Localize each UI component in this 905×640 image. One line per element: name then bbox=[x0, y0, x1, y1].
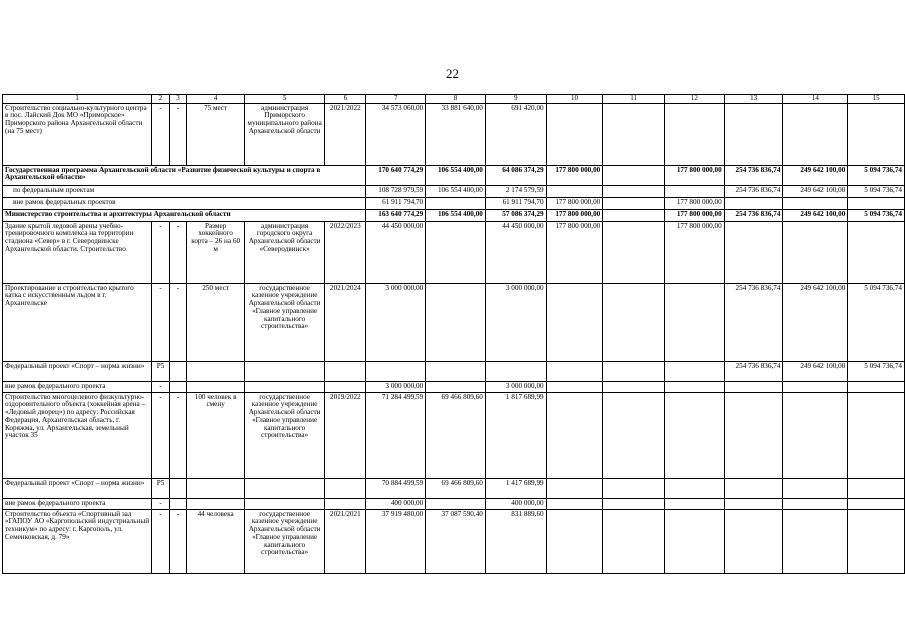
amount-cell: 1 817 689,99 bbox=[485, 392, 546, 478]
amount-cell bbox=[603, 361, 665, 381]
customer-cell: администрация Приморского муниципального района Архангельской области bbox=[244, 103, 324, 165]
amount-cell bbox=[665, 509, 725, 573]
amount-cell bbox=[603, 165, 665, 185]
amount-cell bbox=[546, 498, 603, 509]
amount-cell: 249 642 100,00 bbox=[783, 209, 848, 221]
amount-cell: 177 800 000,00 bbox=[546, 221, 603, 283]
amount-cell bbox=[546, 185, 603, 197]
amount-cell: 177 800 000,00 bbox=[665, 165, 725, 185]
amount-cell bbox=[603, 185, 665, 197]
amount-cell bbox=[783, 103, 848, 165]
amount-cell bbox=[724, 509, 783, 573]
amount-cell bbox=[665, 381, 725, 392]
customer-cell bbox=[244, 498, 324, 509]
column-number: 6 bbox=[325, 95, 366, 104]
column-number: 15 bbox=[848, 95, 905, 104]
amount-cell bbox=[426, 498, 486, 509]
amount-cell: 3 000 000,00 bbox=[366, 381, 426, 392]
table-cell: - bbox=[152, 103, 170, 165]
amount-cell: 249 642 100,00 bbox=[783, 361, 848, 381]
amount-cell bbox=[485, 361, 546, 381]
amount-cell bbox=[366, 361, 426, 381]
amount-cell bbox=[665, 103, 725, 165]
column-number: 3 bbox=[169, 95, 187, 104]
subtotal-row bbox=[3, 197, 905, 209]
amount-cell: 37 087 590,40 bbox=[426, 509, 486, 573]
object-name: Здание крытой ледовой арены учебно-тренировочного комплекса на территории стадиона «Север» в г. Северодвинске Архангельской области. Строительство bbox=[3, 221, 152, 283]
amount-cell bbox=[603, 392, 665, 478]
column-number: 9 bbox=[485, 95, 546, 104]
capacity-cell bbox=[187, 478, 245, 498]
table-cell: - bbox=[169, 283, 187, 361]
amount-cell: 831 889,60 bbox=[485, 509, 546, 573]
amount-cell: 5 094 736,74 bbox=[848, 283, 905, 361]
amount-cell bbox=[665, 185, 725, 197]
table-row bbox=[3, 221, 905, 283]
amount-cell bbox=[783, 392, 848, 478]
amount-cell bbox=[848, 478, 905, 498]
program-row bbox=[3, 165, 905, 185]
amount-cell bbox=[783, 197, 848, 209]
table-cell bbox=[169, 478, 187, 498]
amount-cell: 44 450 000,00 bbox=[485, 221, 546, 283]
page-number: 22 bbox=[446, 66, 459, 81]
table-cell: P5 bbox=[152, 478, 170, 498]
subtotal-label: по федеральным проектам bbox=[3, 185, 366, 197]
amount-cell bbox=[603, 103, 665, 165]
amount-cell: 254 736 836,74 bbox=[724, 361, 783, 381]
column-number: 10 bbox=[546, 95, 603, 104]
table-row bbox=[3, 381, 905, 392]
period-cell: 2022/2023 bbox=[325, 221, 366, 283]
period-cell bbox=[325, 478, 366, 498]
amount-cell bbox=[783, 381, 848, 392]
table-row bbox=[3, 478, 905, 498]
amount-cell: 61 911 794,70 bbox=[366, 197, 426, 209]
amount-cell: 3 000 000,00 bbox=[485, 283, 546, 361]
table-cell: - bbox=[169, 392, 187, 478]
amount-cell: 249 642 100,00 bbox=[783, 185, 848, 197]
table-cell bbox=[169, 361, 187, 381]
customer-cell: государственное казенное учреждение Архангельской области «Главное управление капитального строительства» bbox=[244, 283, 324, 361]
customer-cell bbox=[244, 478, 324, 498]
column-number-row bbox=[3, 95, 905, 104]
amount-cell: 64 086 374,29 bbox=[485, 165, 546, 185]
program-title: Государственная программа Архангельской области «Развитие физической культуры и спорта в Архангельской области» bbox=[3, 165, 366, 185]
capacity-cell bbox=[187, 498, 245, 509]
amount-cell bbox=[426, 361, 486, 381]
column-number: 13 bbox=[724, 95, 783, 104]
period-cell bbox=[325, 498, 366, 509]
amount-cell bbox=[426, 381, 486, 392]
amount-cell bbox=[546, 361, 603, 381]
amount-cell: 3 000 000,00 bbox=[366, 283, 426, 361]
object-name: вне рамок федерального проекта bbox=[3, 381, 152, 392]
amount-cell: 106 554 400,00 bbox=[426, 209, 486, 221]
period-cell bbox=[325, 361, 366, 381]
amount-cell bbox=[848, 509, 905, 573]
table-cell: P5 bbox=[152, 361, 170, 381]
amount-cell bbox=[724, 381, 783, 392]
amount-cell: 254 736 836,74 bbox=[724, 283, 783, 361]
table-row bbox=[3, 103, 905, 165]
capacity-cell: 75 мест bbox=[187, 103, 245, 165]
table-cell: - bbox=[169, 103, 187, 165]
amount-cell: 3 000 000,00 bbox=[485, 381, 546, 392]
object-name: Проектирование и строительство крытого катка с искусственным льдом в г. Архангельске bbox=[3, 283, 152, 361]
amount-cell: 71 284 499,59 bbox=[366, 392, 426, 478]
amount-cell bbox=[724, 197, 783, 209]
amount-cell bbox=[783, 498, 848, 509]
table-row bbox=[3, 498, 905, 509]
column-number: 2 bbox=[152, 95, 170, 104]
amount-cell bbox=[724, 498, 783, 509]
object-name: вне рамок федерального проекта bbox=[3, 498, 152, 509]
column-number: 12 bbox=[665, 95, 725, 104]
table-row bbox=[3, 283, 905, 361]
table-cell: - bbox=[152, 392, 170, 478]
amount-cell bbox=[665, 361, 725, 381]
column-number: 7 bbox=[366, 95, 426, 104]
amount-cell bbox=[603, 478, 665, 498]
budget-table bbox=[2, 94, 905, 574]
amount-cell bbox=[546, 478, 603, 498]
amount-cell bbox=[848, 221, 905, 283]
table-row bbox=[3, 392, 905, 478]
amount-cell: 70 884 499,59 bbox=[366, 478, 426, 498]
ministry-row bbox=[3, 209, 905, 221]
amount-cell bbox=[603, 381, 665, 392]
customer-cell bbox=[244, 381, 324, 392]
amount-cell bbox=[426, 197, 486, 209]
amount-cell: 170 640 774,29 bbox=[366, 165, 426, 185]
amount-cell: 34 573 060,00 bbox=[366, 103, 426, 165]
amount-cell bbox=[848, 392, 905, 478]
customer-cell bbox=[244, 361, 324, 381]
amount-cell bbox=[848, 197, 905, 209]
amount-cell bbox=[603, 283, 665, 361]
amount-cell: 5 094 736,74 bbox=[848, 185, 905, 197]
amount-cell: 5 094 736,74 bbox=[848, 361, 905, 381]
capacity-cell bbox=[187, 361, 245, 381]
amount-cell: 106 554 400,00 bbox=[426, 185, 486, 197]
amount-cell: 177 800 000,00 bbox=[546, 209, 603, 221]
amount-cell: 163 640 774,29 bbox=[366, 209, 426, 221]
subtotal-row bbox=[3, 185, 905, 197]
column-number: 1 bbox=[3, 95, 152, 104]
capacity-cell: 100 человек в смену bbox=[187, 392, 245, 478]
table-cell: - bbox=[152, 498, 170, 509]
amount-cell bbox=[665, 478, 725, 498]
amount-cell: 2 174 579,59 bbox=[485, 185, 546, 197]
amount-cell bbox=[546, 283, 603, 361]
ministry-title: Министерство строительства и архитектуры Архангельской области bbox=[3, 209, 366, 221]
amount-cell bbox=[426, 283, 486, 361]
amount-cell bbox=[603, 221, 665, 283]
amount-cell: 33 881 640,00 bbox=[426, 103, 486, 165]
amount-cell: 177 800 000,00 bbox=[546, 197, 603, 209]
amount-cell: 5 094 736,74 bbox=[848, 165, 905, 185]
amount-cell: 37 919 480,00 bbox=[366, 509, 426, 573]
column-number: 11 bbox=[603, 95, 665, 104]
table-cell: - bbox=[152, 221, 170, 283]
capacity-cell: 250 мест bbox=[187, 283, 245, 361]
amount-cell: 177 800 000,00 bbox=[665, 197, 725, 209]
table-row bbox=[3, 361, 905, 381]
amount-cell bbox=[783, 478, 848, 498]
amount-cell bbox=[546, 509, 603, 573]
amount-cell bbox=[603, 197, 665, 209]
amount-cell: 177 800 000,00 bbox=[546, 165, 603, 185]
table-cell: - bbox=[169, 509, 187, 573]
amount-cell bbox=[546, 381, 603, 392]
capacity-cell bbox=[187, 381, 245, 392]
amount-cell bbox=[724, 103, 783, 165]
amount-cell: 254 736 836,74 bbox=[724, 165, 783, 185]
amount-cell bbox=[665, 392, 725, 478]
amount-cell: 5 094 736,74 bbox=[848, 209, 905, 221]
amount-cell bbox=[724, 392, 783, 478]
object-name: Строительство многоцелевого физкультурно-оздоровительного объекта (хоккейная арена – «Ледовый дворец») по адресу: Российская Федерация, Архангельская область, г. Коряжма, ул. Архангельская, земельный участок 35 bbox=[3, 392, 152, 478]
amount-cell: 249 642 100,00 bbox=[783, 283, 848, 361]
amount-cell bbox=[603, 498, 665, 509]
amount-cell: 400 000,00 bbox=[485, 498, 546, 509]
amount-cell bbox=[665, 498, 725, 509]
table-cell: - bbox=[152, 509, 170, 573]
amount-cell bbox=[848, 103, 905, 165]
amount-cell: 57 086 374,29 bbox=[485, 209, 546, 221]
amount-cell: 177 800 000,00 bbox=[665, 221, 725, 283]
period-cell: 2021/2022 bbox=[325, 103, 366, 165]
table-cell bbox=[169, 381, 187, 392]
amount-cell bbox=[426, 221, 486, 283]
customer-cell: государственное казенное учреждение Архангельской области «Главное управление капитального строительства» bbox=[244, 509, 324, 573]
table-cell bbox=[169, 498, 187, 509]
table-cell: - bbox=[169, 221, 187, 283]
amount-cell: 69 466 809,60 bbox=[426, 392, 486, 478]
amount-cell bbox=[603, 509, 665, 573]
customer-cell: государственное казенное учреждение Архангельской области «Главное управление капитального строительства» bbox=[244, 392, 324, 478]
subtotal-label: вне рамок федеральных проектов bbox=[3, 197, 366, 209]
amount-cell bbox=[665, 283, 725, 361]
column-number: 14 bbox=[783, 95, 848, 104]
column-number: 8 bbox=[426, 95, 486, 104]
amount-cell: 400 000,00 bbox=[366, 498, 426, 509]
amount-cell bbox=[783, 509, 848, 573]
amount-cell bbox=[724, 478, 783, 498]
amount-cell bbox=[848, 381, 905, 392]
table-cell: - bbox=[152, 283, 170, 361]
amount-cell: 69 466 809,60 bbox=[426, 478, 486, 498]
period-cell: 2021/2021 bbox=[325, 509, 366, 573]
amount-cell: 1 417 689,99 bbox=[485, 478, 546, 498]
amount-cell: 254 736 836,74 bbox=[724, 185, 783, 197]
object-name: Федеральный проект «Спорт – норма жизни» bbox=[3, 361, 152, 381]
amount-cell bbox=[603, 209, 665, 221]
table-row bbox=[3, 509, 905, 573]
period-cell: 2019/2022 bbox=[325, 392, 366, 478]
amount-cell bbox=[848, 498, 905, 509]
amount-cell: 249 642 100,00 bbox=[783, 165, 848, 185]
period-cell: 2021/2024 bbox=[325, 283, 366, 361]
column-number: 5 bbox=[244, 95, 324, 104]
amount-cell: 691 420,00 bbox=[485, 103, 546, 165]
object-name: Строительство объекта «Спортивный зал «ГАПОУ АО «Каргопольский индустриальный техникум» по адресу: г. Каргополь, ул. Семенковская, д. 79» bbox=[3, 509, 152, 573]
amount-cell bbox=[724, 221, 783, 283]
capacity-cell: Размер хоккейного корта – 26 на 60 м bbox=[187, 221, 245, 283]
capacity-cell: 44 человека bbox=[187, 509, 245, 573]
amount-cell bbox=[783, 221, 848, 283]
object-name: Федеральный проект «Спорт – норма жизни» bbox=[3, 478, 152, 498]
period-cell bbox=[325, 381, 366, 392]
amount-cell bbox=[546, 392, 603, 478]
amount-cell: 106 554 400,00 bbox=[426, 165, 486, 185]
amount-cell: 254 736 836,74 bbox=[724, 209, 783, 221]
amount-cell: 108 728 979,59 bbox=[366, 185, 426, 197]
amount-cell: 61 911 794,70 bbox=[485, 197, 546, 209]
column-number: 4 bbox=[187, 95, 245, 104]
amount-cell: 44 450 000,00 bbox=[366, 221, 426, 283]
amount-cell bbox=[546, 103, 603, 165]
customer-cell: администрация городского округа Архангельской области «Северодвинск» bbox=[244, 221, 324, 283]
object-name: Строительство социально-культурного центра в пос. Лайский Док МО «Приморское» Приморского района Архангельской области (на 75 мест) bbox=[3, 103, 152, 165]
amount-cell: 177 800 000,00 bbox=[665, 209, 725, 221]
table-cell: - bbox=[152, 381, 170, 392]
